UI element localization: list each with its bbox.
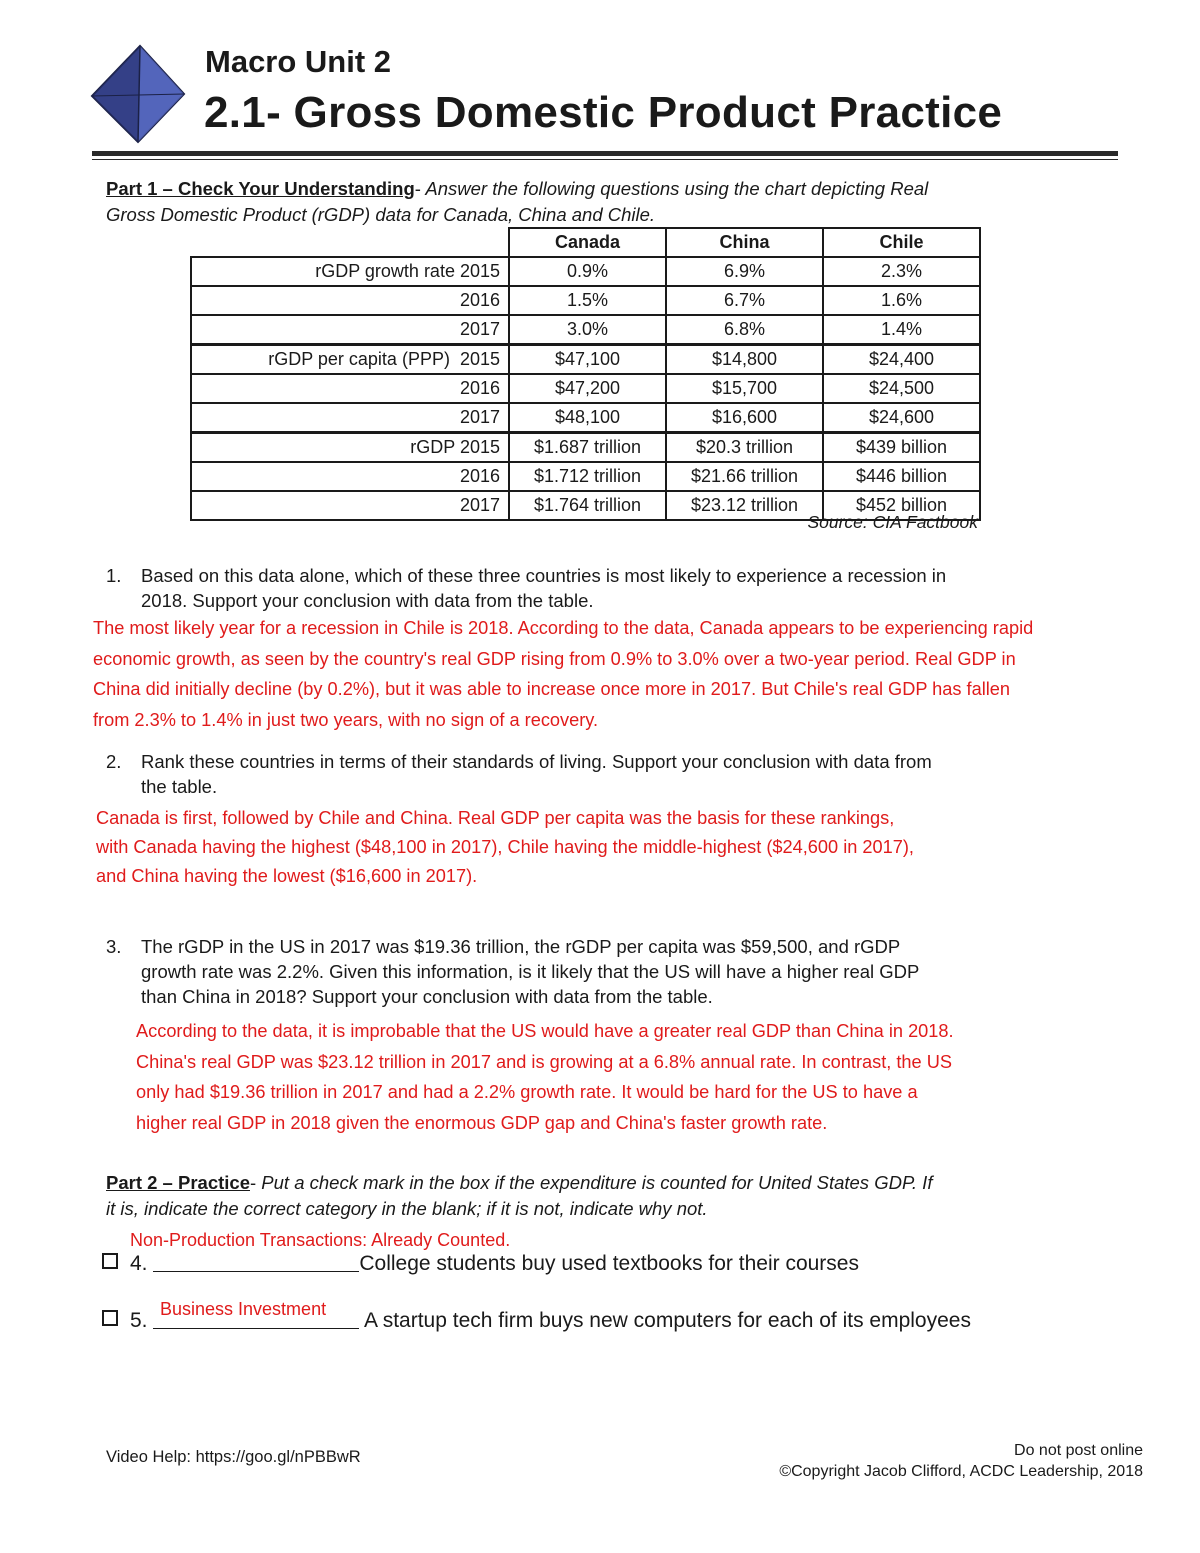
row-label: 2016 (191, 374, 509, 403)
answer-line: The most likely year for a recession in Chile is 2018. According to the data, Canada appears to be experiencing rapid (93, 618, 1034, 638)
answer-line: with Canada having the highest ($48,100 in 2017), Chile having the middle-highest ($24,600 in 2017), (96, 837, 914, 857)
answer-line: China's real GDP was $23.12 trillion in 2017 and is growing at a 6.8% annual rate. In contrast, the US (136, 1051, 952, 1072)
item-4-annotation: Non-Production Transactions: Already Counted. (130, 1230, 511, 1250)
answer-line: and China having the lowest ($16,600 in 2017). (96, 866, 478, 886)
table-row (191, 286, 980, 315)
copyright-text: ©Copyright Jacob Clifford, ACDC Leadership, 2018 (779, 1463, 1143, 1480)
table-cell: $15,700 (666, 374, 823, 403)
item-4-checkbox[interactable] (102, 1253, 118, 1269)
question-3 (106, 934, 1096, 1009)
row-label: 2016 (191, 286, 509, 315)
question-text-line: growth rate was 2.2%. Given this information, is it likely that the US will have a higher real GDP (141, 961, 920, 982)
answer-line: Canada is first, followed by Chile and China. Real GDP per capita was the basis for these rankings, (96, 808, 895, 828)
table-cell: 6.9% (666, 257, 823, 286)
column-header-china: China (666, 228, 823, 257)
part2-heading (106, 1170, 932, 1196)
header-divider-thin (92, 159, 1118, 160)
question-text-line: 2018. Support your conclusion with data from the table. (141, 590, 594, 611)
table-cell: $452 billion (823, 491, 980, 520)
header-divider (92, 151, 1118, 156)
table-source: Source: CIA Factbook (807, 512, 978, 532)
table-row (191, 374, 980, 403)
item-5-answer-blank[interactable] (153, 1310, 359, 1329)
question-2 (106, 749, 1096, 799)
row-label: rGDP per capita (PPP) 2015 (191, 345, 509, 375)
question-number: 2. (106, 751, 122, 772)
table-cell: $446 billion (823, 462, 980, 491)
item-4-answer-blank[interactable] (153, 1253, 359, 1272)
table-cell: $23.12 trillion (666, 491, 823, 520)
item-5-annotation: Business Investment (160, 1299, 327, 1319)
row-label: 2017 (191, 403, 509, 433)
table-cell: 0.9% (509, 257, 666, 286)
answer-line: from 2.3% to 1.4% in just two years, with no sign of a recovery. (93, 709, 599, 730)
part2-dash: - (249, 1172, 257, 1193)
answer-line: only had $19.36 trillion in 2017 and had a 2.2% growth rate. It would be hard for the US to have a (136, 1082, 918, 1102)
table-row (191, 462, 980, 491)
part1-instructions-line1: Answer the following questions using the chart depicting Real (420, 178, 929, 199)
table-row (191, 257, 980, 286)
table-row (191, 403, 980, 433)
answer-1 (93, 613, 1193, 735)
answer-2 (96, 804, 1096, 891)
footer-notice (700, 1440, 1143, 1482)
rgdp-data-table (190, 227, 981, 521)
part1-heading (106, 176, 928, 202)
table-cell: $20.3 trillion (666, 433, 823, 463)
column-header-chile: Chile (823, 228, 980, 257)
part2-instructions-line2: it is, indicate the correct category in the blank; if it is not, indicate why not. (106, 1198, 708, 1219)
answer-3 (136, 1016, 1136, 1138)
item-5 (102, 1309, 971, 1333)
table-cell: $47,200 (509, 374, 666, 403)
table-cell: $24,400 (823, 345, 980, 375)
row-label: rGDP growth rate 2015 (191, 257, 509, 286)
question-text-line: the table. (141, 776, 218, 797)
table-cell: $47,100 (509, 345, 666, 375)
table-corner (191, 228, 509, 257)
table-header-row (191, 228, 980, 257)
table-cell: 6.8% (666, 315, 823, 345)
table-row (191, 315, 980, 345)
answer-line: economic growth, as seen by the country's real GDP rising from 0.9% to 3.0% over a two-year period. Real GDP in (93, 648, 1016, 669)
question-number: 1. (106, 565, 122, 586)
table-cell: $1.764 trillion (509, 491, 666, 520)
do-not-post-note: Do not post online (1014, 1442, 1143, 1459)
question-text-line: Based on this data alone, which of these three countries is most likely to experience a recession in (141, 565, 947, 586)
item-text: College students buy used textbooks for their courses (359, 1252, 859, 1275)
acdc-logo-icon (88, 44, 188, 144)
table-cell: $48,100 (509, 403, 666, 433)
item-5-checkbox[interactable] (102, 1310, 118, 1326)
part1-dash: - (414, 178, 421, 199)
part1-instructions-line2: Gross Domestic Product (rGDP) data for Canada, China and Chile. (106, 204, 656, 225)
table-row (191, 345, 980, 375)
unit-label: Macro Unit 2 (205, 44, 392, 79)
table-cell: $14,800 (666, 345, 823, 375)
table-row (191, 433, 980, 463)
part2-instructions-line1: Put a check mark in the box if the expenditure is counted for United States GDP. If (256, 1172, 933, 1193)
question-text-line: than China in 2018? Support your conclusion with data from the table. (141, 986, 713, 1007)
table-cell: $439 billion (823, 433, 980, 463)
table-cell: 3.0% (509, 315, 666, 345)
table-cell: 6.7% (666, 286, 823, 315)
row-label: rGDP 2015 (191, 433, 509, 463)
part2-label: Part 2 – Practice (106, 1172, 250, 1193)
part2-heading-line2 (106, 1196, 708, 1222)
question-number: 3. (106, 936, 122, 957)
question-text-line: The rGDP in the US in 2017 was $19.36 trillion, the rGDP per capita was $59,500, and rGDP (141, 936, 901, 957)
table-cell: 1.6% (823, 286, 980, 315)
part1-heading-line2 (106, 202, 655, 228)
question-text-line: Rank these countries in terms of their standards of living. Support your conclusion with data from (141, 751, 932, 772)
answer-line: According to the data, it is improbable that the US would have a greater real GDP than China in 2018. (136, 1021, 954, 1041)
row-label: 2017 (191, 315, 509, 345)
table-cell: 1.4% (823, 315, 980, 345)
page-title: 2.1- Gross Domestic Product Practice (204, 88, 1003, 137)
item-number: 4. (130, 1252, 148, 1275)
item-text: A startup tech firm buys new computers for each of its employees (359, 1309, 971, 1332)
answer-line: higher real GDP in 2018 given the enormous GDP gap and China's faster growth rate. (136, 1112, 828, 1133)
table-cell: 1.5% (509, 286, 666, 315)
question-1 (106, 563, 1096, 613)
item-number: 5. (130, 1309, 148, 1332)
table-cell: $24,600 (823, 403, 980, 433)
row-label: 2017 (191, 491, 509, 520)
answer-line: China did initially decline (by 0.2%), but it was able to increase once more in 2017. But Chile's real GDP has fallen (93, 679, 1011, 699)
table-cell: $21.66 trillion (666, 462, 823, 491)
video-help-link[interactable]: Video Help: https://goo.gl/nPBBwR (106, 1448, 361, 1466)
table-cell: $1.712 trillion (509, 462, 666, 491)
table-cell: 2.3% (823, 257, 980, 286)
table-cell: $1.687 trillion (509, 433, 666, 463)
item-4 (102, 1252, 859, 1276)
table-cell: $24,500 (823, 374, 980, 403)
column-header-canada: Canada (509, 228, 666, 257)
part1-label: Part 1 – Check Your Understanding (106, 178, 415, 199)
row-label: 2016 (191, 462, 509, 491)
table-cell: $16,600 (666, 403, 823, 433)
